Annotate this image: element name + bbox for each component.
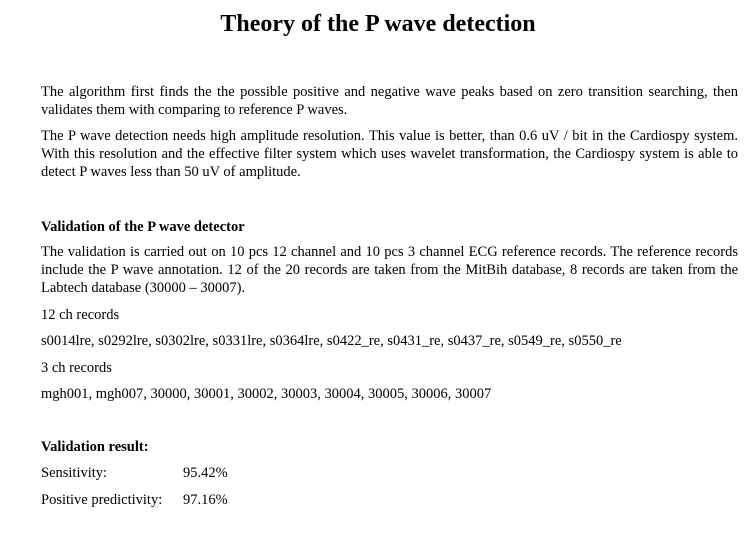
- ch12-records-label: 12 ch records: [41, 307, 120, 323]
- ch3-records-list: mgh001, mgh007, 30000, 30001, 30002, 30003, 30004, 30005, 30006, 30007: [41, 386, 492, 402]
- sensitivity-value: 95.42%: [183, 465, 228, 481]
- page-title: Theory of the P wave detection: [220, 11, 536, 37]
- ppv-label: Positive predictivity:: [41, 492, 163, 508]
- ppv-value: 97.16%: [183, 492, 228, 508]
- result-heading: Validation result:: [41, 439, 149, 455]
- ch12-records-list: s0014lre, s0292lre, s0302lre, s0331lre, s0364lre, s0422_re, s0431_re, s0437_re, s0549_re, s0550_re: [41, 333, 622, 349]
- validation-heading: Validation of the P wave detector: [41, 219, 245, 235]
- ch3-records-label: 3 ch records: [41, 360, 112, 376]
- intro-paragraph-2: The P wave detection needs high amplitude resolution. This value is better, than 0.6 uV / bit in the Cardiospy system. With this resolution and the effective filter system which uses wavelet transformation, the Cardiospy system is able to detect P waves less than 50 uV of amplitude.: [41, 128, 738, 180]
- ppv-row: [41, 491, 228, 509]
- validation-paragraph: The validation is carried out on 10 pcs 12 channel and 10 pcs 3 channel ECG reference records. The reference records include the P wave annotation. 12 of the 20 records are taken from the MitBih database, 8 records are taken from the Labtech database (30000 – 30007).: [41, 244, 738, 296]
- intro-paragraph-1: The algorithm first finds the the possible positive and negative wave peaks based on zero transition searching, then validates them with comparing to reference P waves.: [41, 84, 738, 118]
- sensitivity-row: [41, 464, 228, 482]
- sensitivity-label: Sensitivity:: [41, 465, 108, 481]
